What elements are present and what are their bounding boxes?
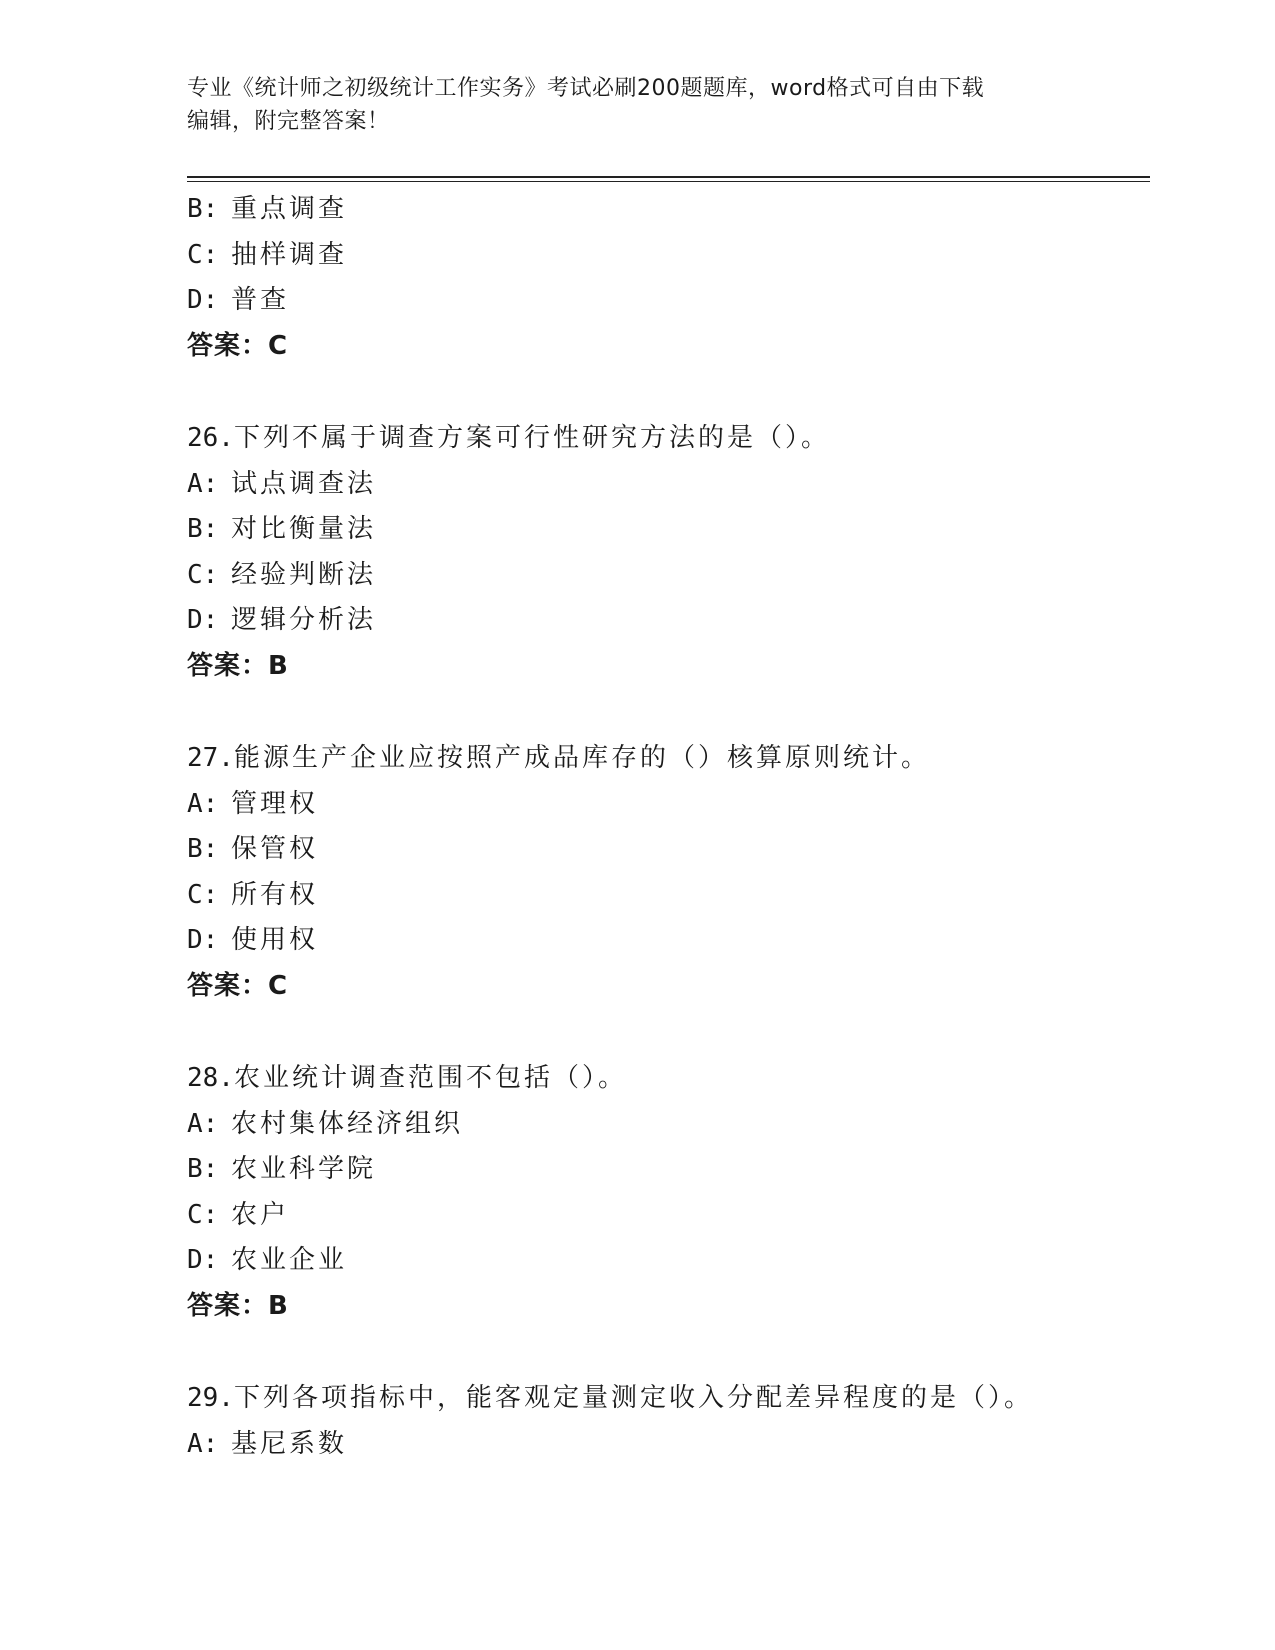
question-text: 下列各项指标中，能客观定量测定收入分配差异程度的是（）。 [233, 1383, 1033, 1413]
document-header [187, 72, 1077, 138]
option-c [187, 873, 1147, 919]
option-text: 农业企业 [231, 1245, 348, 1275]
option-text: 基尼系数 [231, 1428, 348, 1459]
question-block-29 [187, 1376, 1147, 1467]
question-list [187, 187, 1147, 1467]
option-letter: D: [187, 605, 219, 635]
question-number: 29. [187, 1383, 234, 1413]
answer-line: 答案：B [187, 650, 289, 681]
option-text: 对比衡量法 [231, 514, 377, 544]
option-a [187, 782, 1147, 828]
spacer [187, 1329, 1147, 1376]
question-block-28 [187, 1056, 1147, 1329]
option-letter: D: [187, 925, 219, 955]
option-letter: B: [187, 1154, 219, 1184]
option-text: 农户 [231, 1199, 290, 1230]
question-text: 下列不属于调查方案可行性研究方法的是（）。 [233, 423, 830, 453]
spacer [187, 689, 1147, 736]
option-b [187, 1147, 1147, 1193]
option-c [187, 553, 1147, 599]
header-divider-thick [187, 176, 1150, 178]
header-line-2: 编辑，附完整答案！ [187, 109, 390, 134]
option-a [187, 1102, 1147, 1148]
question-block-27 [187, 736, 1147, 1009]
option-text: 普查 [231, 285, 290, 315]
question-number: 28. [187, 1063, 234, 1093]
option-b [187, 187, 1147, 233]
question-number: 27. [187, 743, 234, 773]
question-text: 农业统计调查范围不包括（）。 [233, 1063, 627, 1093]
spacer [187, 1009, 1147, 1056]
question-stem [187, 736, 1147, 782]
option-letter: B: [187, 834, 219, 864]
question-text: 能源生产企业应按照产成品库存的（）核算原则统计。 [233, 743, 930, 773]
option-text: 经验判断法 [231, 559, 377, 590]
header-line-1: 专业《统计师之初级统计工作实务》考试必刷200题题库，word格式可自由下载 [187, 76, 985, 101]
spacer [187, 369, 1147, 416]
option-text: 农业科学院 [231, 1154, 377, 1184]
option-text: 农村集体经济组织 [231, 1108, 464, 1139]
option-letter: A: [187, 468, 219, 499]
option-text: 抽样调查 [231, 239, 348, 270]
option-d [187, 598, 1147, 644]
question-block-26 [187, 416, 1147, 689]
question-stem [187, 1376, 1147, 1422]
answer-line: 答案：C [187, 330, 289, 361]
option-text: 保管权 [231, 834, 319, 864]
question-stem [187, 416, 1147, 462]
option-letter: D: [187, 285, 219, 315]
option-c [187, 233, 1147, 279]
question-stem [187, 1056, 1147, 1102]
option-letter: A: [187, 1428, 219, 1459]
option-text: 逻辑分析法 [231, 605, 377, 635]
option-letter: C: [187, 559, 219, 590]
option-a [187, 1422, 1147, 1468]
answer-line: 答案：B [187, 1290, 289, 1321]
option-letter: A: [187, 788, 219, 819]
option-d [187, 918, 1147, 964]
option-letter: C: [187, 879, 219, 910]
option-text: 所有权 [231, 879, 319, 910]
option-b [187, 827, 1147, 873]
question-number: 26. [187, 423, 234, 453]
question-block-25-continued [187, 187, 1147, 369]
option-letter: B: [187, 194, 219, 224]
option-text: 使用权 [231, 925, 319, 955]
option-d [187, 278, 1147, 324]
header-divider-thin [187, 181, 1150, 182]
option-letter: D: [187, 1245, 219, 1275]
option-text: 管理权 [231, 788, 319, 819]
answer-line: 答案：C [187, 970, 289, 1001]
option-a [187, 462, 1147, 508]
option-c [187, 1193, 1147, 1239]
option-text: 重点调查 [231, 194, 348, 224]
option-d [187, 1238, 1147, 1284]
option-text: 试点调查法 [231, 468, 377, 499]
option-letter: C: [187, 1199, 219, 1230]
option-letter: A: [187, 1108, 219, 1139]
option-letter: C: [187, 239, 219, 270]
option-letter: B: [187, 514, 219, 544]
option-b [187, 507, 1147, 553]
